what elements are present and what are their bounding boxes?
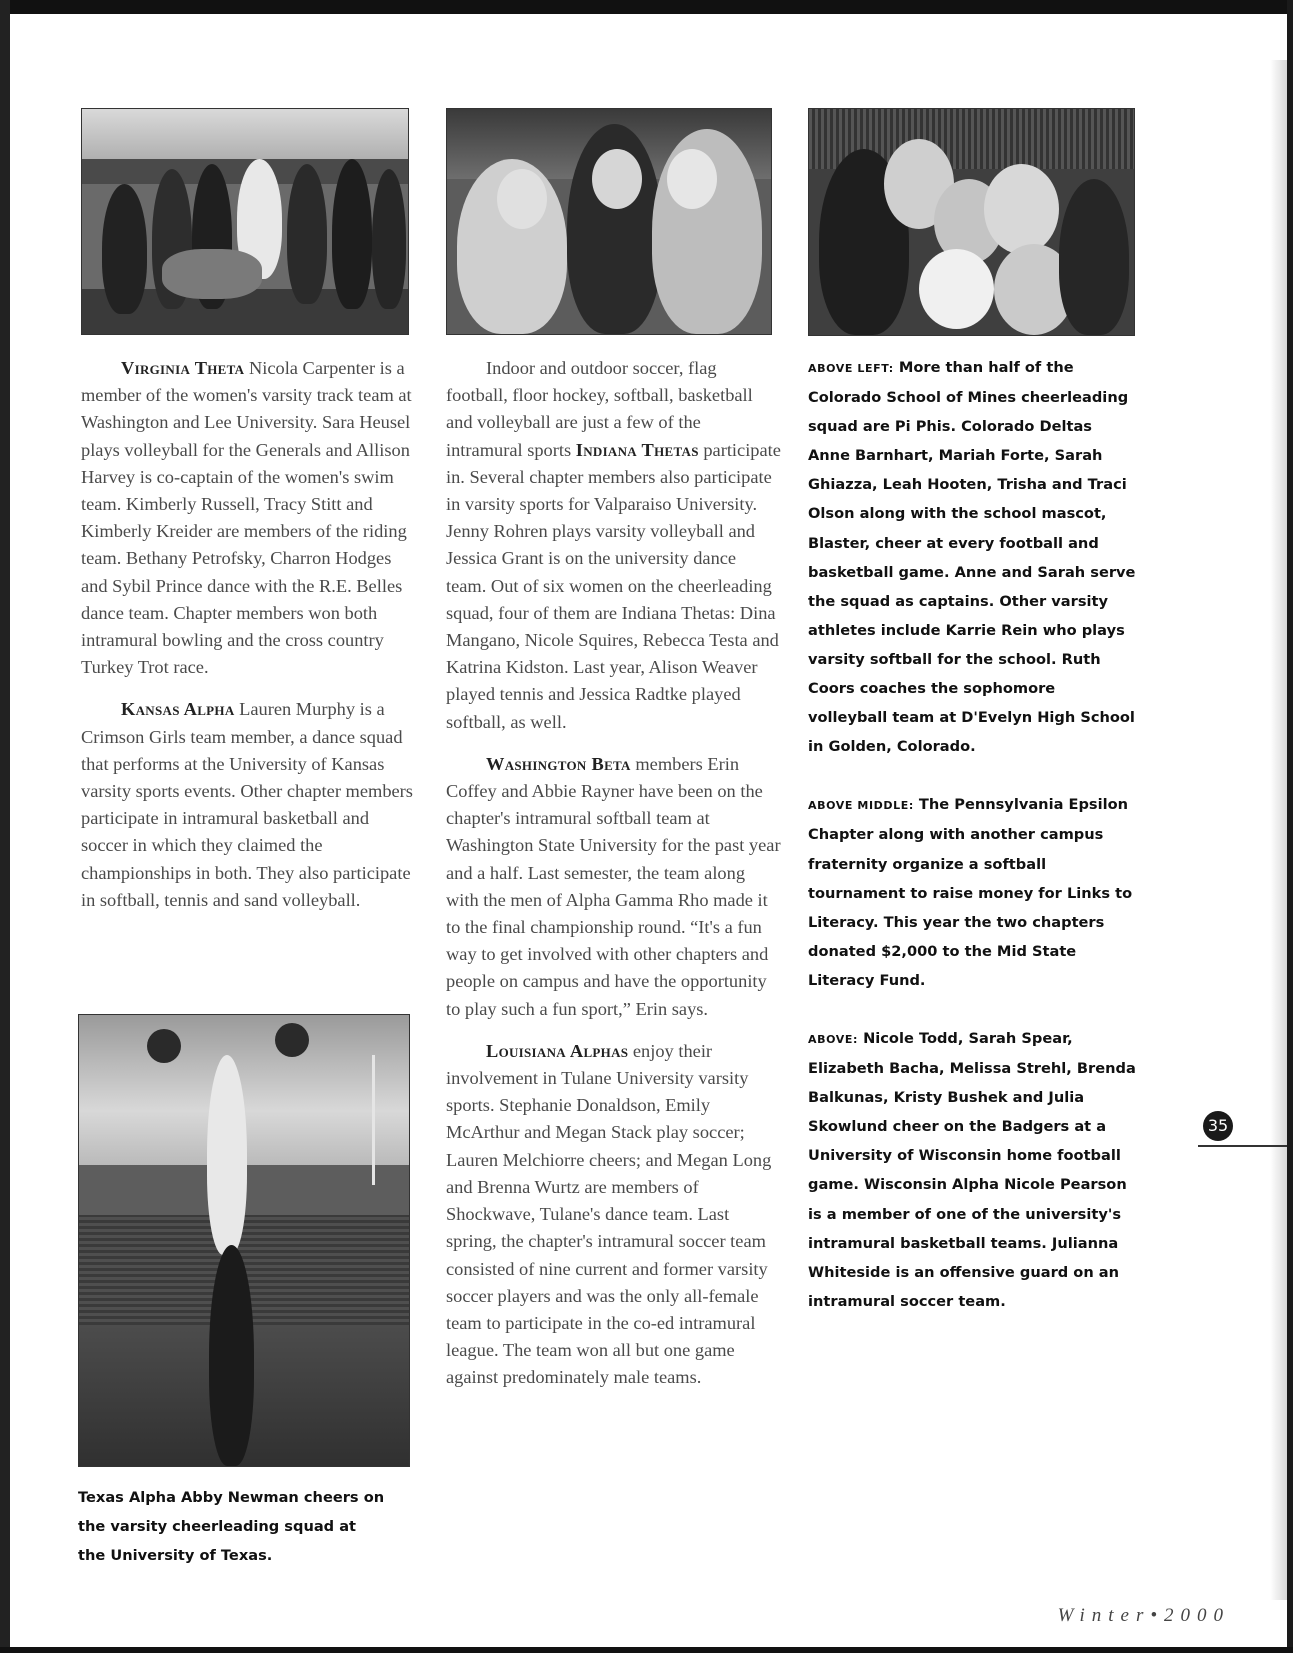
photo-three-members — [446, 108, 772, 335]
page-border — [1287, 0, 1293, 1653]
caption-above-left: ABOVE LEFT: More than half of the Colorado School of Mines cheerleading squad are Pi Phis. Colorado Deltas Anne Barnhart, Mariah Forte, Sarah Ghiazza, Leah Hooten, Trisha and Traci Olson along with the school mascot, Blaster, cheer at every football and basketball game. Anne and Sarah serve the squad as captains. Other varsity athletes include Karrie Rein who plays varsity softball for the school. Ruth Coors coaches the sophomore volleyball team at D'Evelyn High School in Golden, Colorado. — [808, 359, 1136, 756]
paragraph-indiana-theta: Indoor and outdoor soccer, flag football, floor hockey, softball, basketball and volleyball are just a few of the intramural sports Indiana Thetas participate in. Several chapter members also participate in varsity sports for Valparaiso University. Jenny Rohren plays varsity volleyball and Jessica Grant is on the university dance team. Out of six women on the cheerleading squad, four of them are Indiana Thetas: Dina Mangano, Nicole Squires, Rebecca Testa and Katrina Kidston. Last year, Alison Weaver played tennis and Jessica Radtke played softball, as well. — [446, 358, 781, 732]
paragraph-louisiana-alpha: Louisiana Alphas enjoy their involvement in Tulane University varsity sports. Stephanie Donaldson, Emily McArthur and Megan Stack play soccer; Lauren Melchiorre cheers; and Megan Long and Brenna Wurtz are members of Shockwave, Tulane's dance team. Last spring, the chapter's intramural soccer team consisted of nine current and former varsity soccer players and was the only all-female team to participate in the co-ed intramural league. The team won all but one game against predominately male teams. — [446, 1040, 772, 1388]
page-border — [0, 0, 1293, 14]
caption-above: ABOVE: Nicole Todd, Sarah Spear, Elizabeth Bacha, Melissa Strehl, Brenda Balkunas, Kristy Bushek and Julia Skowlund cheer on the Badgers at a University of Wisconsin home football game. Wisconsin Alpha Nicole Pearson is a member of one of the university's intramural basketball teams. Julianna Whiteside is an offensive guard on an intramural soccer team. — [808, 1029, 1136, 1310]
chapter-name: Indiana Thetas — [575, 439, 699, 460]
caption-lead: ABOVE MIDDLE: — [808, 799, 914, 813]
page-border — [0, 0, 10, 1653]
chapter-name: Virginia Theta — [121, 358, 245, 378]
photo-caption-texas-alpha: Texas Alpha Abby Newman cheers on the varsity cheerleading squad at the University of Texas. — [78, 1489, 385, 1565]
chapter-name: Washington Beta — [486, 753, 631, 774]
paragraph-virginia-theta: Virginia Theta Nicola Carpenter is a member of the women's varsity track team at Washington and Lee University. Sara Heusel plays volleyball for the Generals and Allison Harvey is co-captain of the women's swim team. Kimberly Russell, Tracy Stitt and Kimberly Kreider are members of the riding team. Bethany Petrofsky, Charron Hodges and Sybil Prince dance with the R.E. Belles dance team. Chapter members won both intramural bowling and the cross country Turkey Trot race. — [81, 358, 412, 678]
photo-texas-stunt — [78, 1014, 410, 1467]
page-number: 35 — [1203, 1111, 1233, 1141]
page-gutter-shadow — [1270, 60, 1287, 1600]
caption-lead: ABOVE LEFT: — [808, 362, 894, 375]
photo-captions-column — [808, 353, 1138, 1316]
caption-above-middle: ABOVE MIDDLE: The Pennsylvania Epsilon Chapter along with another campus fraternity organize a softball tournament to raise money for Links to Literacy. This year the two chapters donated $2,000 to the Mid State Literacy Fund. — [808, 796, 1133, 989]
article-column-2 — [446, 355, 781, 1392]
chapter-name: Louisiana Alphas — [486, 1040, 629, 1061]
photo-wisconsin-cheer — [808, 108, 1135, 336]
page-border — [0, 1647, 1293, 1653]
caption-lead: ABOVE: — [808, 1032, 858, 1046]
photo-cheer-squad-mascot — [81, 108, 409, 335]
issue-label: Winter•2000 — [1057, 1605, 1230, 1626]
chapter-name: Kansas Alpha — [121, 699, 235, 720]
page-number-rule — [1198, 1145, 1287, 1147]
paragraph-washington-beta: Washington Beta members Erin Coffey and Abbie Rayner have been on the chapter's intramural softball team at Washington State University for the past year and a half. Last semester, the team along with the men of Alpha Gamma Rho made it to the final championship round. “It's a fun way to get involved with other chapters and people on campus and have the opportunity to play such a fun sport,” Erin says. — [446, 753, 781, 1019]
paragraph-kansas-alpha: Kansas Alpha Lauren Murphy is a Crimson Girls team member, a dance squad that performs at the University of Kansas varsity sports events. Other chapter members participate in intramural basketball and soccer in which they claimed the championships in both. They also participate in softball, tennis and sand volleyball. — [81, 699, 413, 910]
article-column-1 — [81, 355, 416, 914]
